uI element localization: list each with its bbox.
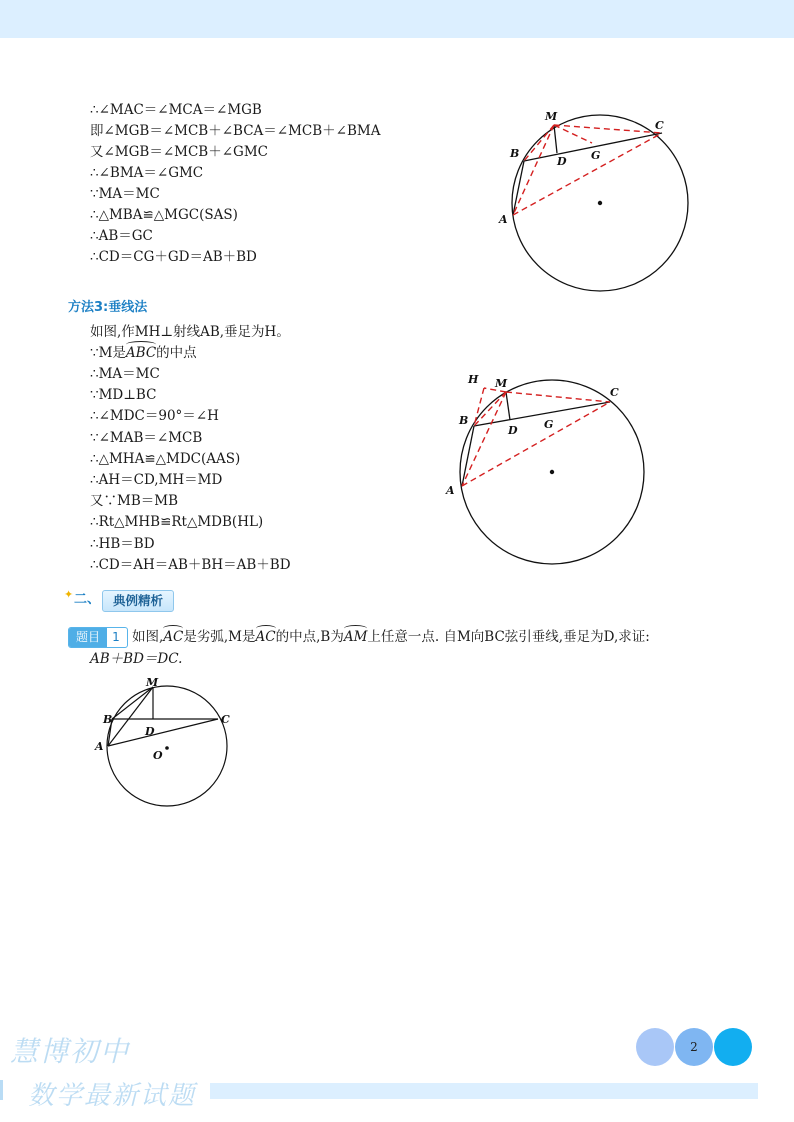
top-header-band xyxy=(0,0,794,38)
fig2-label-C: C xyxy=(610,386,619,399)
fig1-seg-md xyxy=(554,125,557,153)
bottom-tick xyxy=(0,1080,3,1100)
question-text-line1 xyxy=(132,628,650,646)
fig2-label-A: A xyxy=(446,484,455,497)
arc-am: AM xyxy=(343,629,368,645)
figure-1-circle xyxy=(492,105,702,300)
method3-line: ∴MA＝MC xyxy=(90,366,160,382)
method3-line: ∵∠MAB＝∠MCB xyxy=(90,429,203,446)
method3-arc-line xyxy=(90,344,197,362)
fig3-label-M: M xyxy=(146,676,159,689)
fig3-seg-ac xyxy=(108,719,218,746)
question-t2: 是劣弧,M是 xyxy=(183,629,256,645)
fig3-circle xyxy=(107,686,227,806)
arc-ac-2: AC xyxy=(255,629,276,645)
proof1-line: ∴∠BMA＝∠GMC xyxy=(90,165,204,181)
fig1-center-dot xyxy=(598,201,602,205)
arc-line-prefix: ∵M是 xyxy=(90,345,126,361)
fig1-label-B: B xyxy=(510,147,520,160)
method3-line: ∴△MHA≌△MDC(AAS) xyxy=(90,450,241,467)
proof1-line: ∵MA＝MC xyxy=(90,186,160,202)
fig3-center-dot xyxy=(165,746,169,750)
fig1-label-G: G xyxy=(591,149,601,162)
method3-line: ∴AH＝CD,MH＝MD xyxy=(90,472,223,488)
arc-line-suffix: 的中点 xyxy=(156,345,197,361)
proof1-line: ∴∠MAC＝∠MCA＝∠MGB xyxy=(90,102,262,118)
fig2-label-B: B xyxy=(459,414,469,427)
question-badge-label: 题目 xyxy=(69,628,107,647)
page-circle-left xyxy=(636,1028,674,1066)
method3-line: ∴CD＝AH＝AB＋BH＝AB＋BD xyxy=(90,556,291,573)
watermark-line1: 慧博初中 xyxy=(10,1035,131,1068)
fig3-label-A: A xyxy=(95,740,104,753)
method3-line: ∵MD⊥BC xyxy=(90,387,157,404)
question-text-line2: AB＋BD＝DC. xyxy=(90,651,183,667)
proof1-line: ∴AB＝GC xyxy=(90,228,153,244)
method3-line: ∴HB＝BD xyxy=(90,535,155,552)
question-badge xyxy=(68,627,128,648)
fig1-label-A: A xyxy=(499,213,508,226)
fig3-label-C: C xyxy=(221,713,230,726)
arc-ac-1: AC xyxy=(163,629,184,645)
fig2-label-M: M xyxy=(495,377,508,390)
question-t1: 如图, xyxy=(132,629,164,645)
method3-line: ∴∠MDC＝90°＝∠H xyxy=(90,408,219,425)
question-t3: 的中点,B为 xyxy=(275,629,344,645)
section-number: 二、 xyxy=(74,592,101,607)
fig3-label-O: O xyxy=(153,749,163,762)
arc-abc: ABC xyxy=(125,345,157,361)
proof1-line: ∴△MBA≌△MGC(SAS) xyxy=(90,207,238,223)
fig2-label-D: D xyxy=(508,424,518,437)
fig1-label-M: M xyxy=(545,110,558,123)
method3-line: ∴Rt△MHB≌Rt△MDB(HL) xyxy=(90,514,264,531)
sparkle-icon: ✦ xyxy=(64,588,74,601)
watermark-line2: 数学最新试题 xyxy=(28,1081,197,1111)
proof1-line: 又∠MGB＝∠MCB＋∠GMC xyxy=(90,144,268,160)
question-badge-number: 1 xyxy=(112,630,120,644)
fig1-label-C: C xyxy=(655,119,664,132)
section-title: 典例精析 xyxy=(102,590,174,612)
fig3-label-D: D xyxy=(145,725,155,738)
method3-line: 又∵MB＝MB xyxy=(90,493,178,510)
proof1-line: ∴CD＝CG＋GD＝AB＋BD xyxy=(90,249,257,265)
fig2-seg-md xyxy=(506,392,510,420)
method3-title: 方法3:垂线法 xyxy=(68,300,148,315)
page-circle-right xyxy=(714,1028,752,1066)
page-number-badge xyxy=(636,1028,752,1066)
method3-intro: 如图,作MH⊥射线AB,垂足为H。 xyxy=(90,324,290,340)
fig2-label-H: H xyxy=(468,373,479,386)
fig2-center-dot xyxy=(550,470,554,474)
figure-2-circle xyxy=(440,370,655,570)
fig2-chord-bc xyxy=(474,402,610,426)
proof1-line: 即∠MGB＝∠MCB＋∠BCA＝∠MCB＋∠BMA xyxy=(90,123,381,139)
fig2-label-G: G xyxy=(544,418,554,431)
bottom-footer-band xyxy=(210,1083,758,1099)
figure-3-circle xyxy=(90,672,240,812)
fig3-label-B: B xyxy=(103,713,113,726)
fig1-label-D: D xyxy=(557,155,567,168)
question-t4: 上任意一点. 自M向BC弦引垂线,垂足为D,求证: xyxy=(367,629,650,645)
page-number: 2 xyxy=(690,1040,698,1054)
section-banner xyxy=(64,588,214,614)
